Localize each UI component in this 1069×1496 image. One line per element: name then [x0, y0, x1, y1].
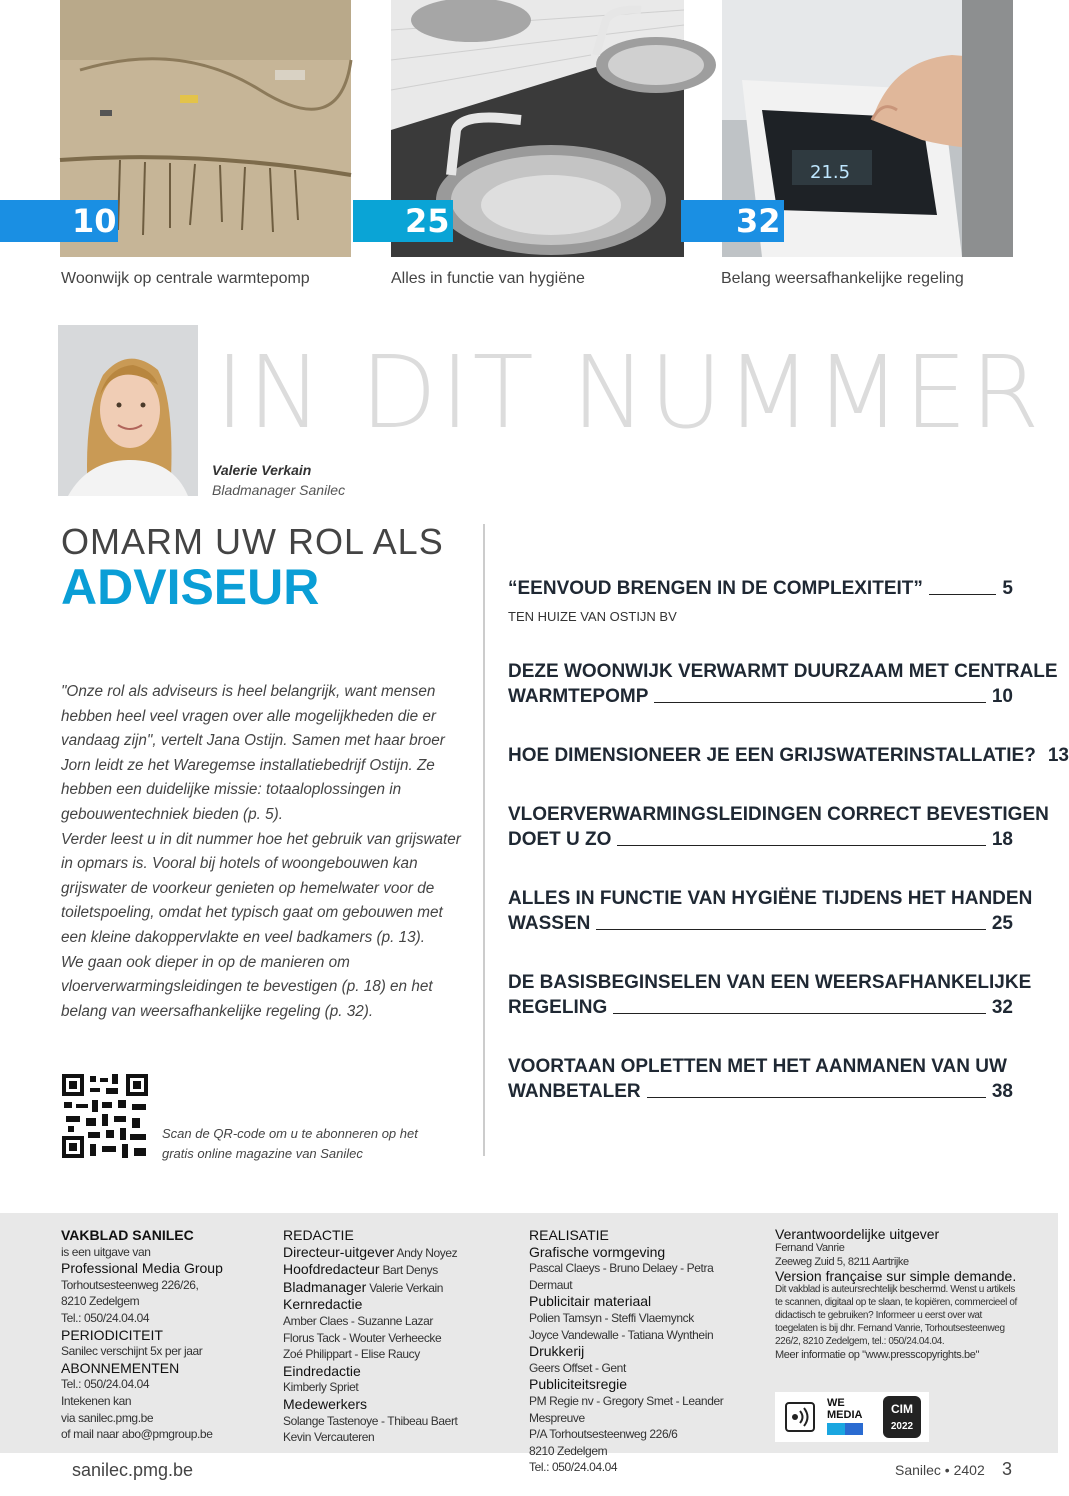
colophon-text: is een uitgave van	[61, 1244, 151, 1259]
toc-title: VLOERVERWARMINGSLEIDINGEN CORRECT BEVESTIGEN	[508, 804, 1049, 825]
colophon-text: Tel.: 050/24.04.04	[529, 1460, 618, 1475]
wemedia-logo	[827, 1397, 875, 1435]
column-divider	[483, 524, 485, 1156]
colophon-text: Geers Offset - Gent	[529, 1360, 626, 1375]
wave-glyph	[787, 1404, 813, 1430]
colophon-label: Publicitair materiaal	[529, 1293, 652, 1310]
editorial-headline-top: OMARM UW ROL ALS	[61, 521, 444, 562]
editorial-paragraph: We gaan ook dieper in op de manieren om vloerverwarmingsleidingen te bevestigen (p. 18) en het belang van weersafhankelijke regeling (p. 32).	[61, 953, 433, 1020]
colophon-text: Valerie Verkain	[369, 1280, 444, 1295]
colophon-text: Pascal Claeys - Bruno Delaey - Petra Dermaut	[529, 1261, 714, 1292]
badge-number: 25	[405, 202, 450, 240]
cim-text: CIM	[891, 1402, 913, 1416]
toc-leader	[654, 684, 985, 703]
colophon-email[interactable]: of mail naar abo@pmgroup.be	[61, 1427, 213, 1442]
colophon-heading: ABONNEMENTEN	[61, 1359, 180, 1376]
colophon-text: Polien Tamsyn - Steffi Vlaemynck	[529, 1310, 694, 1325]
toc-title: WASSEN	[508, 913, 591, 934]
colophon-editorial	[283, 1227, 503, 1446]
colophon-text: Tel.: 050/24.04.04	[61, 1377, 150, 1392]
wemedia-mark	[827, 1423, 863, 1435]
toc-title: “EENVOUD BRENGEN IN DE COMPLEXITEIT”	[508, 578, 923, 599]
colophon-text: Version française sur simple demande.	[775, 1268, 1017, 1284]
colophon-label: Grafische vormgeving	[529, 1243, 666, 1260]
colophon-link[interactable]: Meer informatie op "www.presscopyrights.be"	[775, 1349, 979, 1361]
colophon-text: Andy Noyez	[396, 1245, 458, 1260]
toc-entry[interactable]	[508, 659, 1058, 709]
toc-title: HOE DIMENSIONEER JE EEN GRIJSWATERINSTALLATIE?	[508, 745, 1036, 766]
colophon-text: Kevin Vercauteren	[283, 1430, 375, 1445]
colophon-text: Bart Denys	[382, 1263, 438, 1278]
colophon-responsible	[775, 1227, 1020, 1362]
badge-number: 32	[736, 202, 781, 240]
portrait-image	[58, 325, 198, 496]
colophon-label: Medewerkers	[283, 1395, 368, 1412]
toc-title: DOET U ZO	[508, 829, 612, 850]
footer-site-link[interactable]: sanilec.pmg.be	[72, 1460, 194, 1480]
colophon-title: VAKBLAD SANILEC	[61, 1227, 194, 1243]
editorial-body	[61, 680, 466, 1024]
colophon-text: Professional Media Group	[61, 1260, 223, 1277]
colophon-copyright: Dit vakblad is auteursrechtelijk beschermd. Wenst u artikels te scannen, digitaal op te slaan, te kopiëren, commercieel of didactisch te gebruiken? Informeer u eerst over wat toegelaten is bij dhr. Fernand Vanrie, Torhoutsesteenweg 226/2, 8210 Zedelgem, tel.: 050/24.04.04.	[775, 1284, 1017, 1347]
page-title: IN DIT NUMMER	[215, 334, 1043, 451]
colophon-label: Drukkerij	[529, 1343, 585, 1360]
footer-issue: Sanilec • 2402	[895, 1462, 985, 1478]
toc-leader	[613, 995, 986, 1014]
colophon-text: PM Regie nv - Gregory Smet - Leander Mespreuve	[529, 1393, 724, 1425]
toc-page: 25	[991, 913, 1013, 934]
colophon-title: Verantwoordelijke uitgever	[775, 1226, 940, 1242]
toc-title: WANBETALER	[508, 1081, 641, 1102]
colophon-text: Intekenen kan	[61, 1393, 132, 1408]
toc-leader	[929, 576, 997, 595]
qr-code[interactable]	[62, 1074, 148, 1158]
toc-title: VOORTAAN OPLETTEN MET HET AANMANEN VAN UW	[508, 1056, 1007, 1077]
colophon-label: Kernredactie	[283, 1296, 363, 1313]
toc-title: DEZE WOONWIJK VERWARMT DUURZAAM MET CENTRALE	[508, 661, 1058, 682]
colophon-label: Hoofdredacteur	[283, 1261, 380, 1278]
colophon-text: Florus Tack - Wouter Verheecke	[283, 1330, 442, 1345]
author-name: Valerie Verkain	[212, 462, 312, 478]
toc-page: 10	[991, 686, 1013, 707]
cim-logo	[883, 1396, 921, 1438]
toc-title: DE BASISBEGINSELEN VAN EEN WEERSAFHANKELIJKE	[508, 972, 1032, 993]
toc-entry[interactable]	[508, 802, 1049, 852]
colophon-publisher	[61, 1227, 261, 1443]
audio-wave-icon	[785, 1402, 815, 1432]
author-role: Bladmanager Sanilec	[212, 482, 346, 498]
colophon-label: Bladmanager	[283, 1278, 367, 1295]
toc-entry[interactable]	[508, 970, 1032, 1020]
colophon-text: 8210 Zedelgem	[61, 1294, 140, 1309]
logo-strip	[775, 1392, 929, 1442]
colophon-link[interactable]: via sanilec.pmg.be	[61, 1410, 154, 1425]
thumbnail-caption: Woonwijk op centrale warmtepomp	[61, 270, 310, 287]
colophon-text: Torhoutsesteenweg 226/26,	[61, 1277, 199, 1292]
cim-year: 2022	[890, 1421, 914, 1432]
colophon-text: Sanilec verschijnt 5x per jaar	[61, 1344, 203, 1359]
svg-text:21.5: 21.5	[810, 162, 851, 183]
toc-page: 5	[1002, 578, 1013, 599]
colophon-title: REALISATIE	[529, 1227, 609, 1243]
toc-entry[interactable]	[508, 743, 1069, 768]
colophon-title: REDACTIE	[283, 1227, 354, 1243]
author-portrait	[58, 325, 198, 496]
toc-entry[interactable]	[508, 576, 1013, 624]
toc-page: 18	[991, 829, 1013, 850]
colophon-text: Zoé Philippart - Elise Raucy	[283, 1347, 420, 1362]
qr-code-icon	[62, 1074, 148, 1158]
page-badge-32[interactable]	[681, 200, 784, 242]
colophon-heading: PERIODICITEIT	[61, 1326, 163, 1343]
colophon-text: 8210 Zedelgem	[529, 1443, 608, 1458]
toc-entry[interactable]	[508, 886, 1033, 936]
toc-page: 32	[991, 997, 1013, 1018]
toc-entry[interactable]	[508, 1054, 1013, 1104]
editorial-headline-bottom: ADVISEUR	[61, 559, 320, 615]
editorial-paragraph: "Onze rol als adviseurs is heel belangrijk, want mensen hebben heel veel vragen over alle mogelijkheden die er vandaag zijn", vertelt Jana Ostijn. Samen met haar broer Jorn leidt ze het Waregemse installatiebedrijf Ostijn. Ze hebben een duidelijke missie: totaaloplossingen in gebouwentechniek bieden (p. 5).	[61, 683, 445, 823]
toc-leader	[596, 911, 986, 930]
colophon-text: Zeeweg Zuid 5, 8211 Aartrijke	[775, 1256, 909, 1268]
colophon-text: Joyce Vandewalle - Tatiana Wynthein	[529, 1327, 714, 1342]
colophon-text: Kimberly Spriet	[283, 1380, 359, 1395]
toc-page: 38	[991, 1081, 1013, 1102]
thumbnail-caption: Belang weersafhankelijke regeling	[721, 270, 964, 287]
wemedia-text: WE MEDIA	[827, 1397, 863, 1421]
toc-leader	[617, 827, 985, 846]
editorial-paragraph: Verder leest u in dit nummer hoe het gebruik van grijswater in opmars is. Vooral bij hotels of woongebouwen kan grijswater de voorkeur genieten op hemelwater voor de toiletspoeling, omdat het typisch gaat om gebouwen met een kleine dakoppervlakte en veel badkamers (p. 13).	[61, 830, 461, 946]
toc-title: WARMTEPOMP	[508, 686, 649, 707]
colophon-label: Publiciteitsregie	[529, 1376, 628, 1393]
thumbnail-caption: Alles in functie van hygiëne	[391, 270, 585, 287]
toc-leader	[647, 1079, 986, 1098]
colophon-label: Directeur-uitgever	[283, 1243, 395, 1260]
colophon-text: Fernand Vanrie	[775, 1242, 845, 1254]
page-number: 3	[1002, 1459, 1013, 1479]
page-badge-25[interactable]	[353, 200, 453, 242]
colophon-text: Tel.: 050/24.04.04	[61, 1310, 150, 1325]
colophon-label: Eindredactie	[283, 1362, 361, 1379]
colophon-text: Solange Tastenoye - Thibeau Baert	[283, 1413, 458, 1428]
colophon-text: P/A Torhoutsesteenweg 226/6	[529, 1427, 678, 1442]
colophon-text: Amber Claes - Suzanne Lazar	[283, 1313, 433, 1328]
colophon-production	[529, 1227, 759, 1476]
page-badge-10[interactable]	[0, 200, 118, 242]
toc-subtitle: TEN HUIZE VAN OSTIJN BV	[508, 609, 677, 624]
toc-title: ALLES IN FUNCTIE VAN HYGIËNE TIJDENS HET HANDEN	[508, 888, 1033, 909]
badge-number: 10	[72, 202, 117, 240]
toc-title: REGELING	[508, 997, 608, 1018]
toc-page: 13	[1047, 745, 1069, 766]
qr-caption: Scan de QR-code om u te abonneren op het gratis online magazine van Sanilec	[162, 1126, 418, 1161]
